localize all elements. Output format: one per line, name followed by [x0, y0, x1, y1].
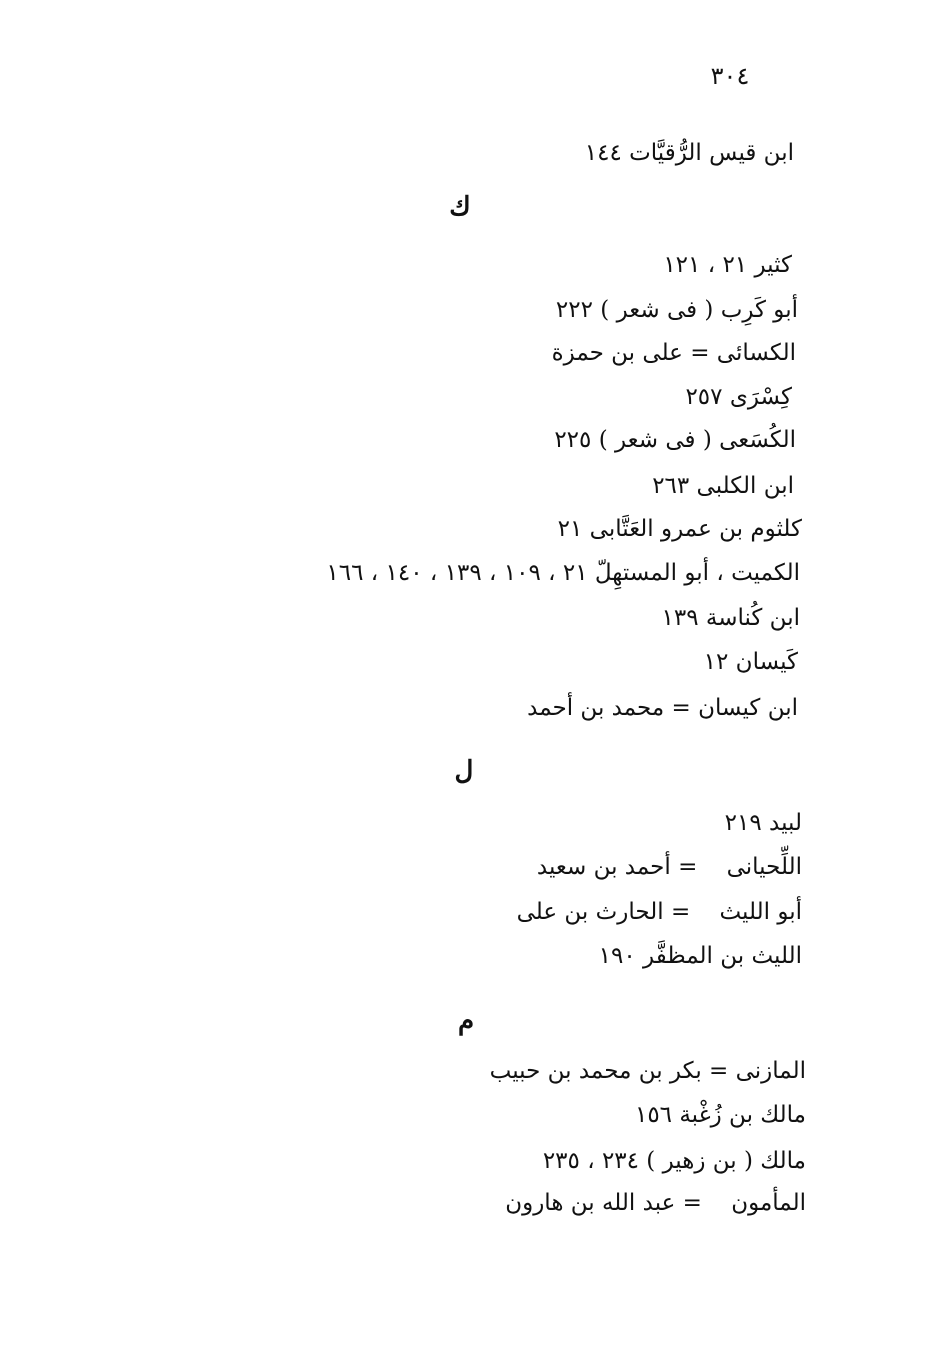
index-entry: المأمون = عبد الله بن هارون — [505, 1190, 806, 1216]
index-entry: ابن كيسان = محمد بن أحمد — [527, 695, 798, 721]
index-entry: أبو الليث = الحارث بن على — [516, 899, 802, 925]
index-entry: المازنى = بكر بن محمد بن حبيب — [489, 1058, 806, 1084]
index-entry: لبيد ٢١٩ — [724, 810, 802, 836]
index-entry: الليث بن المظفَّر ١٩٠ — [598, 943, 802, 969]
index-entry: كلثوم بن عمرو العَتَّابى ٢١ — [557, 516, 802, 542]
index-entry: اللِّحيانى = أحمد بن سعيد — [536, 854, 802, 880]
index-entry: كِسْرَى ٢٥٧ — [685, 384, 792, 410]
section-letter-mim: م — [457, 1006, 475, 1036]
index-entry: كَيسان ١٢ — [703, 649, 798, 675]
index-entry: ابن الكلبى ٢٦٣ — [652, 473, 794, 499]
index-entry: مالك ( بن زهير ) ٢٣٤ ، ٢٣٥ — [542, 1148, 806, 1174]
index-entry: ابن كُناسة ١٣٩ — [661, 605, 800, 631]
section-letter-kaf: ك — [449, 192, 471, 222]
page-number: ٣٠٤ — [710, 62, 750, 90]
index-entry: مالك بن زُغْبة ١٥٦ — [634, 1102, 806, 1128]
section-letter-lam: ل — [454, 756, 474, 786]
index-entry: أبو كَرِب ( فى شعر ) ٢٢٢ — [555, 297, 798, 323]
index-entry: ابن قيس الرُّقيَّات ١٤٤ — [584, 140, 794, 166]
index-entry: الكميت ، أبو المستهِلّ ٢١ ، ١٠٩ ، ١٣٩ ، ١٤٠ ، ١٦٦ — [326, 560, 800, 586]
index-entry: الكسائى = على بن حمزة — [551, 340, 796, 366]
index-entry: الكُسَعى ( فى شعر ) ٢٢٥ — [554, 427, 796, 453]
index-entry: كثير ٢١ ، ١٢١ — [663, 252, 792, 278]
